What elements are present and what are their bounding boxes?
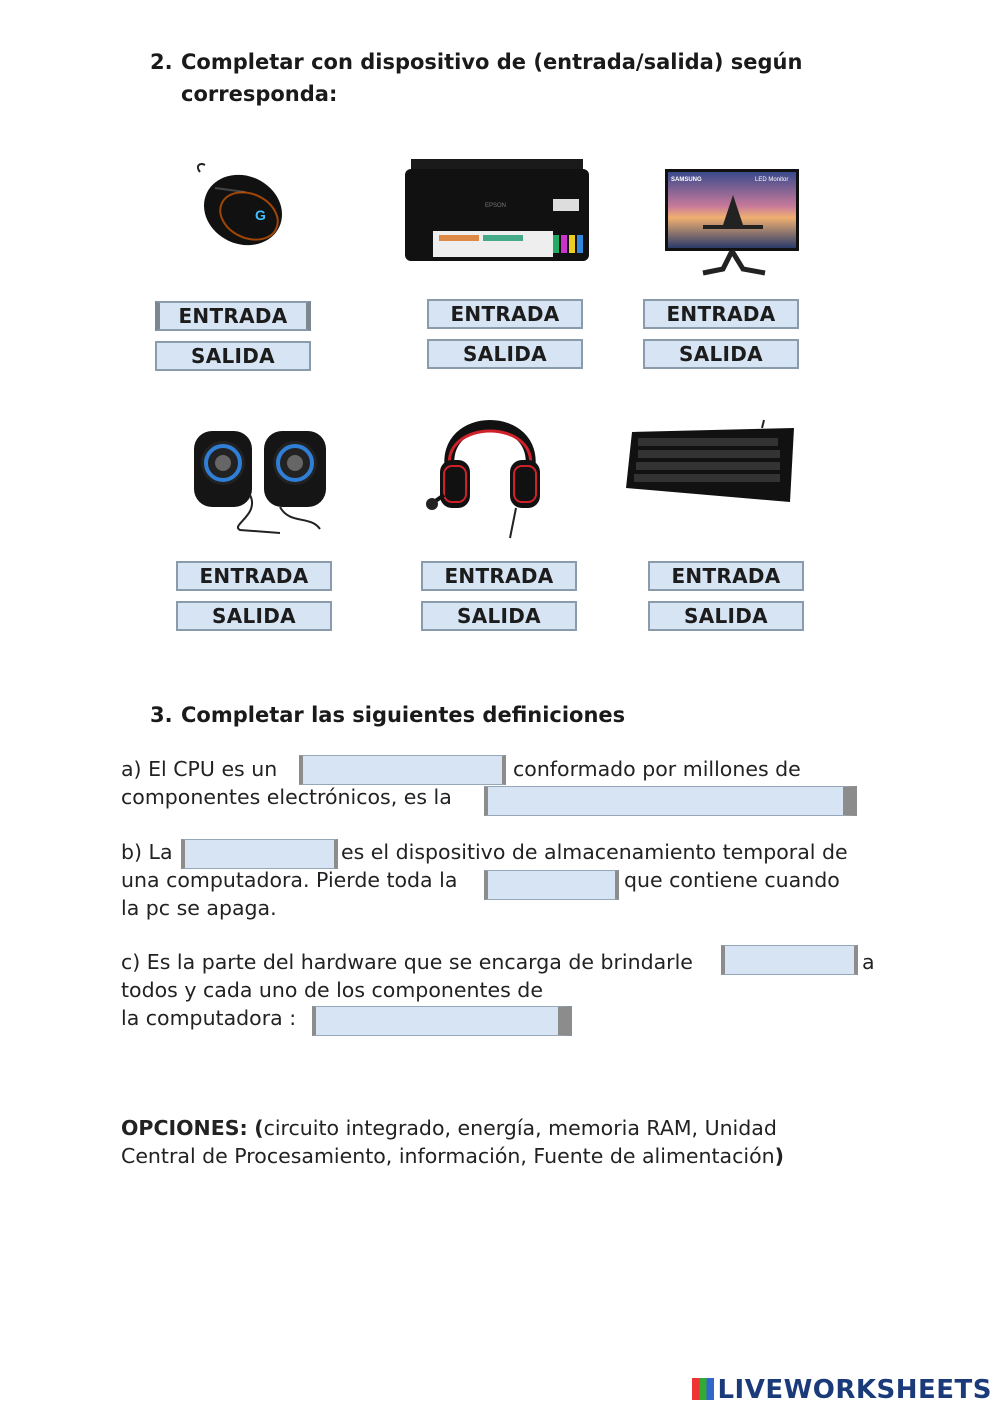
keyboard-image — [622, 418, 800, 506]
def-b-blank-1[interactable] — [181, 839, 338, 869]
liveworksheets-logo-icon — [692, 1378, 714, 1400]
printer-entrada-option[interactable]: ENTRADA — [427, 299, 583, 329]
def-c-blank-2[interactable] — [312, 1006, 572, 1036]
speakers-image — [190, 425, 335, 540]
headset-salida-option[interactable]: SALIDA — [421, 601, 577, 631]
printer-image — [403, 155, 591, 267]
options-label: OPCIONES: — [121, 1116, 248, 1140]
def-b-line3: la pc se apaga. — [121, 896, 277, 920]
liveworksheets-logo-text: LIVEWORKSHEETS — [717, 1375, 992, 1405]
def-c-blank-1[interactable] — [721, 945, 858, 975]
def-b-line1-pre: b) La — [121, 840, 173, 864]
svg-text:G: G — [255, 207, 266, 223]
options-open-paren: ( — [254, 1116, 264, 1140]
speakers-entrada-option[interactable]: ENTRADA — [176, 561, 332, 591]
def-c-line1-pre: c) Es la parte del hardware que se encarga de brindarle — [121, 950, 693, 974]
def-a-line2-pre: componentes electrónicos, es la — [121, 785, 452, 809]
section-2-title-line2: corresponda: — [181, 82, 338, 106]
keyboard-salida-option[interactable]: SALIDA — [648, 601, 804, 631]
printer-brand: EPSON — [485, 203, 507, 209]
section-3-title: Completar las siguientes definiciones — [181, 703, 626, 727]
mouse-image — [185, 160, 290, 252]
section-3-number: 3. — [150, 703, 173, 727]
options-line1 — [121, 1114, 777, 1142]
def-a-line1-post: conformado por millones de — [513, 757, 801, 781]
def-b-line2-post: que contiene cuando — [624, 868, 840, 892]
printer-salida-option[interactable]: SALIDA — [427, 339, 583, 369]
options-list-part1: circuito integrado, energía, memoria RAM, Unidad — [263, 1116, 777, 1140]
headset-image — [420, 400, 560, 540]
def-a-line1-pre: a) El CPU es un — [121, 757, 278, 781]
monitor-entrada-option[interactable]: ENTRADA — [643, 299, 799, 329]
options-list-part2: Central de Procesamiento, información, Fuente de alimentación — [121, 1144, 775, 1168]
def-c-line3-pre: la computadora : — [121, 1006, 297, 1030]
def-b-line2-pre: una computadora. Pierde toda la — [121, 868, 458, 892]
mouse-salida-option[interactable]: SALIDA — [155, 341, 311, 371]
keyboard-entrada-option[interactable]: ENTRADA — [648, 561, 804, 591]
section-2-number: 2. — [150, 50, 173, 74]
monitor-model: LED Monitor — [755, 177, 789, 183]
liveworksheets-logo — [692, 1375, 992, 1405]
monitor-brand: SAMSUNG — [671, 177, 702, 183]
def-c-line2: todos y cada uno de los componentes de — [121, 978, 543, 1002]
def-b-line1-post: es el dispositivo de almacenamiento temporal de — [341, 840, 848, 864]
speakers-salida-option[interactable]: SALIDA — [176, 601, 332, 631]
monitor-salida-option[interactable]: SALIDA — [643, 339, 799, 369]
mouse-entrada-option[interactable]: ENTRADA — [155, 301, 311, 331]
options-close-paren: ) — [774, 1144, 784, 1168]
section-2-title-line1: Completar con dispositivo de (entrada/salida) según — [181, 50, 803, 74]
options-line2 — [121, 1142, 784, 1170]
def-c-line1-post: a — [862, 950, 875, 974]
def-b-blank-2[interactable] — [484, 870, 619, 900]
headset-entrada-option[interactable]: ENTRADA — [421, 561, 577, 591]
def-a-blank-1[interactable] — [299, 755, 506, 785]
monitor-image — [663, 165, 801, 277]
def-a-blank-2[interactable] — [484, 786, 857, 816]
